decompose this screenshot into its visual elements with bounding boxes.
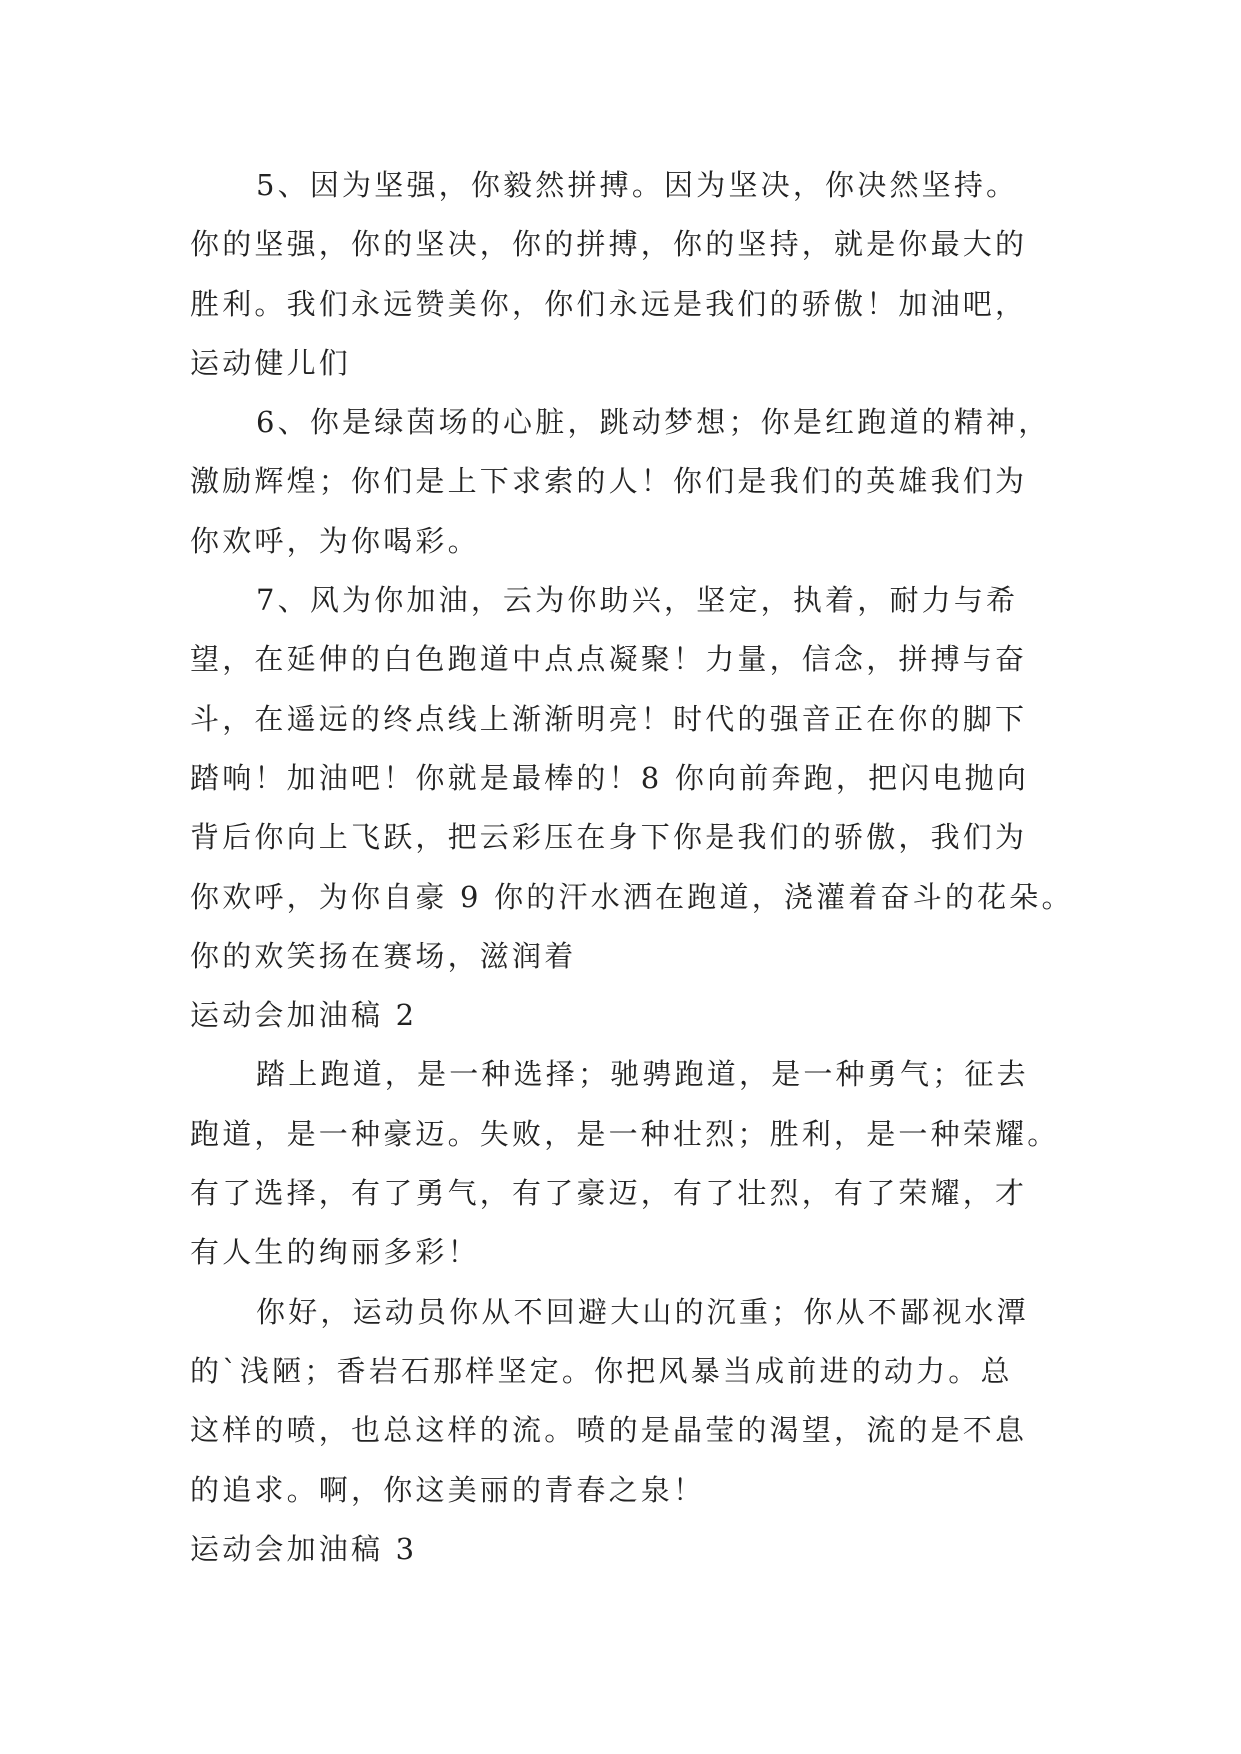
text-line: 有了选择，有了勇气，有了豪迈，有了壮烈，有了荣耀，才: [190, 1176, 1028, 1211]
text-line: 你的欢笑扬在赛场，滋润着: [190, 938, 577, 973]
text-line: 这样的喷，也总这样的流。喷的是晶莹的渴望，流的是不息: [190, 1413, 1028, 1448]
text-line: 6、你是绿茵场的心脏，跳动梦想；你是红跑道的精神，: [256, 405, 1051, 440]
text-line: 你欢呼，为你自豪 9 你的汗水洒在跑道，浇灌着奋斗的花朵。: [190, 879, 1074, 914]
paragraph-6: [190, 393, 1070, 571]
text-line: 7、风为你加油，云为你助兴，坚定，执着，耐力与希: [256, 583, 1019, 618]
section-heading-2: 运动会加油稿 2: [190, 998, 418, 1033]
paragraph-athlete: [190, 1283, 1070, 1520]
text-line: 你的坚强，你的坚决，你的拼搏，你的坚持，就是你最大的: [190, 227, 1028, 262]
text-line: 斗，在遥远的终点线上渐渐明亮！时代的强音正在你的脚下: [190, 701, 1028, 736]
text-line: 你好，运动员你从不回避大山的沉重；你从不鄙视水潭: [256, 1294, 1029, 1329]
text-line: 跑道，是一种豪迈。失败，是一种壮烈；胜利，是一种荣耀。: [190, 1116, 1060, 1151]
text-line: 你欢呼，为你喝彩。: [190, 523, 480, 558]
paragraph-track: [190, 1045, 1070, 1282]
text-line: 的追求。啊，你这美丽的青春之泉！: [190, 1472, 706, 1507]
text-line: 背后你向上飞跃，把云彩压在身下你是我们的骄傲，我们为: [190, 820, 1028, 855]
text-line: 踏响！加油吧！你就是最棒的！8 你向前奔跑，把闪电抛向: [190, 760, 1030, 795]
paragraph-7: [190, 571, 1074, 986]
text-line: 运动健儿们: [190, 345, 352, 380]
text-line: 5、因为坚强，你毅然拼搏。因为坚决，你决然坚持。: [256, 168, 1019, 202]
text-line: 望，在延伸的白色跑道中点点凝聚！力量，信念，拼搏与奋: [190, 642, 1028, 677]
section-heading-3: 运动会加油稿 3: [190, 1531, 418, 1566]
text-line: 的`浅陋；香岩石那样坚定。你把风暴当成前进的动力。总: [190, 1353, 1013, 1388]
text-line: 胜利。我们永远赞美你，你们永远是我们的骄傲！加油吧，: [190, 286, 1028, 321]
text-line: 激励辉煌；你们是上下求索的人！你们是我们的英雄我们为: [190, 464, 1028, 499]
text-line: 踏上跑道，是一种选择；驰骋跑道，是一种勇气；征去: [256, 1057, 1029, 1092]
paragraph-5: [190, 156, 1070, 393]
text-line: 有人生的绚丽多彩！: [190, 1235, 480, 1270]
document-body: [190, 156, 1074, 1579]
